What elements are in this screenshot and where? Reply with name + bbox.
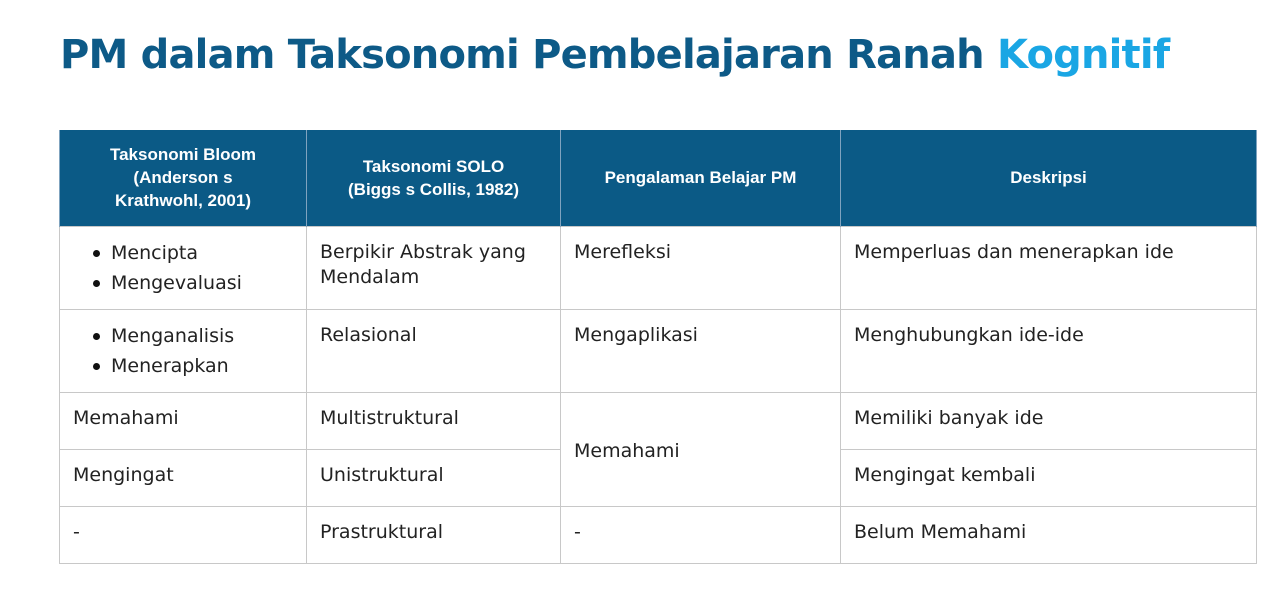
header-solo-line1: Taksonomi SOLO [362, 156, 505, 176]
cell-bloom: Memahami [60, 392, 307, 449]
cell-description: Memiliki banyak ide [841, 392, 1257, 449]
cell-description: Belum Memahami [841, 506, 1257, 563]
bullet-icon [93, 250, 100, 257]
cell-solo: Berpikir Abstrak yang Mendalam [307, 226, 561, 309]
cell-bloom: Mengingat [60, 449, 307, 506]
cell-solo: Prastruktural [307, 506, 561, 563]
header-description: Deskripsi [841, 130, 1257, 226]
table-row [60, 226, 1257, 309]
header-bloom-line2: (Anderson s [133, 168, 233, 188]
bloom-item: Menerapkan [111, 354, 229, 377]
cell-pm: Mengaplikasi [561, 309, 841, 392]
title-accent: Kognitif [996, 32, 1170, 78]
cell-solo: Unistruktural [307, 449, 561, 506]
title-main: PM dalam Taksonomi Pembelajaran Ranah [60, 32, 997, 78]
taxonomy-table [59, 130, 1257, 564]
cell-pm: - [561, 506, 841, 563]
table-header-row [60, 130, 1257, 226]
cell-pm: Memahami [561, 392, 841, 506]
list-item [73, 268, 293, 298]
header-solo-line2: (Biggs s Collis, 1982) [348, 179, 519, 199]
list-item [73, 321, 293, 351]
header-bloom [60, 130, 307, 226]
header-solo [307, 130, 561, 226]
bloom-item: Mengevaluasi [111, 271, 242, 294]
list-item [73, 351, 293, 381]
header-bloom-line3: Krathwohl, 2001) [114, 191, 252, 211]
table-row [60, 506, 1257, 563]
cell-bloom: - [60, 506, 307, 563]
list-item [73, 238, 293, 268]
bloom-list [73, 321, 293, 381]
bullet-icon [93, 280, 100, 287]
table-row [60, 392, 1257, 449]
bloom-list [73, 238, 293, 298]
page-title [60, 30, 1169, 80]
bloom-item: Menganalisis [111, 324, 235, 347]
cell-pm: Merefleksi [561, 226, 841, 309]
bloom-item: Mencipta [111, 241, 199, 264]
table-row [60, 309, 1257, 392]
cell-solo: Relasional [307, 309, 561, 392]
cell-solo: Multistruktural [307, 392, 561, 449]
cell-description: Memperluas dan menerapkan ide [841, 226, 1257, 309]
bullet-icon [93, 333, 100, 340]
cell-description: Menghubungkan ide-ide [841, 309, 1257, 392]
header-bloom-line1: Taksonomi Bloom [109, 145, 257, 165]
bullet-icon [93, 363, 100, 370]
cell-bloom [60, 226, 307, 309]
cell-bloom [60, 309, 307, 392]
cell-description: Mengingat kembali [841, 449, 1257, 506]
header-pm: Pengalaman Belajar PM [561, 130, 841, 226]
